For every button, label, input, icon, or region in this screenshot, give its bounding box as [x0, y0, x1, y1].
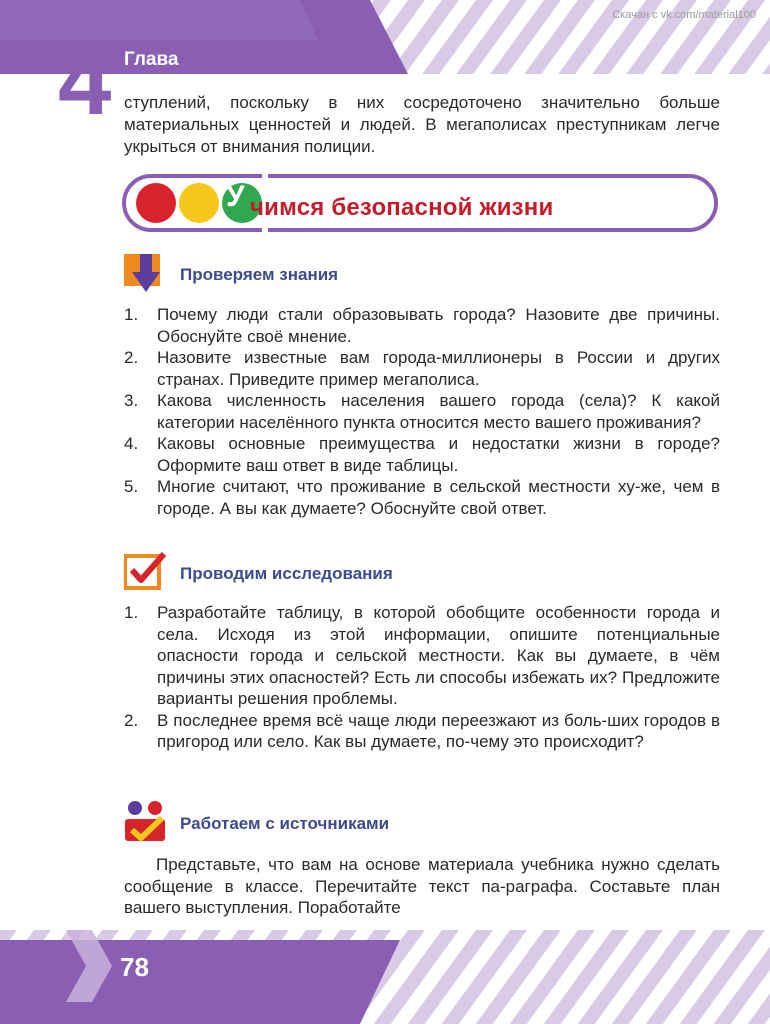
footer-band — [0, 930, 770, 1024]
list-item: 2. В последнее время всё чаще люди переезжают из боль-ших городов в пригород или село. Как вы думаете, по-чему это происходит? — [124, 710, 720, 751]
list-item: 4. Каковы основные преимущества и недостатки жизни в городе? Оформите ваш ответ в виде таблицы. — [124, 434, 720, 475]
sources-title: Работаем с источниками — [180, 814, 390, 833]
list-item: 3. Какова численность населения вашего города (села)? К какой категории населённого пункта относится место вашего проживания? — [124, 391, 720, 432]
check-knowledge-list — [124, 304, 720, 519]
people-icon — [124, 800, 170, 844]
red-light-icon — [136, 183, 176, 223]
chapter-number: 4 — [58, 28, 110, 135]
research-title: Проводим исследования — [180, 564, 393, 583]
chapter-label: Глава — [124, 49, 179, 70]
check-knowledge-title: Проверяем знания — [180, 265, 339, 284]
page-number: 78 — [120, 952, 149, 982]
watermark: Скачан с vk.com/material100 — [612, 9, 756, 21]
safety-banner-letter: У — [226, 180, 245, 213]
list-item: 5. Многие считают, что проживание в сельской местности ху-же, чем в городе. А вы как думаете? Обоснуйте свой ответ. — [124, 477, 720, 518]
yellow-light-icon — [179, 183, 219, 223]
intro-paragraph: ступлений, поскольку в них сосредоточено значительно больше материальных ценностей и людей. В мегаполисах преступникам легче укрыться от внимания полиции. — [124, 93, 720, 156]
safety-banner-title: чимся безопасной жизни — [250, 194, 554, 221]
sources-paragraph: Представьте, что вам на основе материала учебника нужно сделать сообщение в классе. Перечитайте текст па-раграфа. Составьте план вашего выступления. Поработайте — [124, 855, 720, 917]
research-list — [124, 602, 720, 753]
checkmark-icon — [124, 552, 170, 592]
list-item: 2. Назовите известные вам города-миллионеры в России и других странах. Приведите пример мегаполиса. — [124, 348, 720, 389]
list-item: 1. Разработайте таблицу, в которой обобщите особенности города и села. Исходя из этой информации, опишите потенциальные опасности города и сельской местности. Как вы думаете, в чём причины этих опасностей? Есть ли способы избежать их? Предложите варианты решения проблемы. — [124, 603, 720, 708]
down-arrow-icon — [124, 254, 168, 294]
list-item: 1. Почему люди стали образовывать города? Назовите две причины. Обоснуйте своё мнение. — [124, 305, 720, 346]
